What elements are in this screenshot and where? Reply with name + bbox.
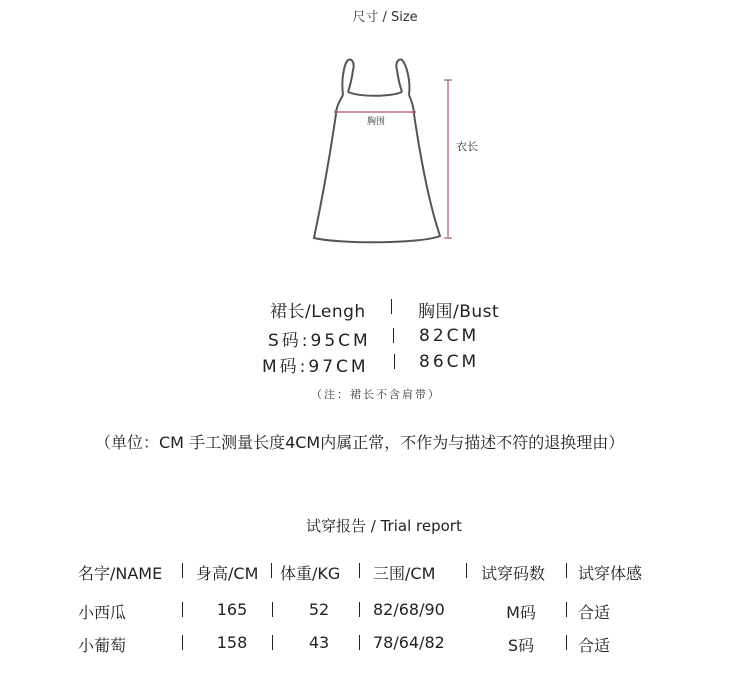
col-header-height: 身高/CM bbox=[196, 564, 259, 583]
separator bbox=[394, 354, 395, 369]
table-cell-measurements: 82/68/90 bbox=[373, 600, 445, 619]
separator bbox=[393, 328, 394, 343]
unit-note: （单位：CM 手工测量长度4CM内属正常，不作为与描述不符的退换理由） bbox=[95, 433, 625, 452]
table-cell-size: S码 bbox=[507, 636, 535, 655]
bust-line-end bbox=[334, 110, 338, 114]
size-row-m-length: M码:97CM bbox=[262, 357, 369, 377]
table-cell-weight: 43 bbox=[308, 633, 330, 652]
table-cell-weight: 52 bbox=[308, 600, 330, 619]
separator bbox=[182, 635, 183, 650]
separator bbox=[359, 563, 360, 578]
size-row-s-length: S码:95CM bbox=[268, 331, 371, 351]
size-title: 尺寸 / Size bbox=[352, 10, 418, 25]
table-cell-size: M码 bbox=[506, 603, 536, 622]
bust-line-end bbox=[412, 110, 416, 114]
dress-outline bbox=[314, 60, 440, 243]
table-cell-fit: 合适 bbox=[578, 636, 611, 655]
table-cell-height: 158 bbox=[216, 633, 248, 652]
separator bbox=[182, 563, 183, 578]
size-row-m-bust: 86CM bbox=[419, 352, 480, 372]
separator bbox=[466, 563, 467, 578]
table-cell-height: 165 bbox=[216, 600, 248, 619]
separator bbox=[359, 602, 360, 617]
table-cell-measurements: 78/64/82 bbox=[373, 633, 445, 652]
size-row-s-bust: 82CM bbox=[419, 326, 480, 346]
size-header-bust: 胸围/Bust bbox=[418, 302, 500, 322]
col-header-name: 名字/NAME bbox=[78, 564, 163, 583]
separator bbox=[272, 635, 273, 650]
trial-report-title: 试穿报告 / Trial report bbox=[306, 517, 462, 535]
separator bbox=[566, 602, 567, 617]
dress-diagram bbox=[300, 50, 500, 250]
col-header-weight: 体重/KG bbox=[280, 564, 341, 583]
separator bbox=[391, 299, 392, 314]
table-cell-fit: 合适 bbox=[578, 603, 611, 622]
bust-label: 胸围 bbox=[366, 117, 386, 127]
separator bbox=[359, 635, 360, 650]
length-label: 衣长 bbox=[456, 140, 478, 153]
col-header-measurements: 三围/CM bbox=[373, 564, 436, 583]
separator bbox=[566, 563, 567, 578]
length-note: （注：裙长不含肩带） bbox=[311, 388, 441, 401]
separator bbox=[272, 602, 273, 617]
table-cell-name: 小葡萄 bbox=[78, 636, 127, 655]
table-cell-name: 小西瓜 bbox=[78, 603, 127, 622]
separator bbox=[566, 635, 567, 650]
col-header-size: 试穿码数 bbox=[481, 564, 546, 583]
separator bbox=[182, 602, 183, 617]
separator bbox=[271, 563, 272, 578]
col-header-fit: 试穿体感 bbox=[578, 564, 643, 583]
size-header-length: 裙长/Lengh bbox=[270, 302, 366, 322]
